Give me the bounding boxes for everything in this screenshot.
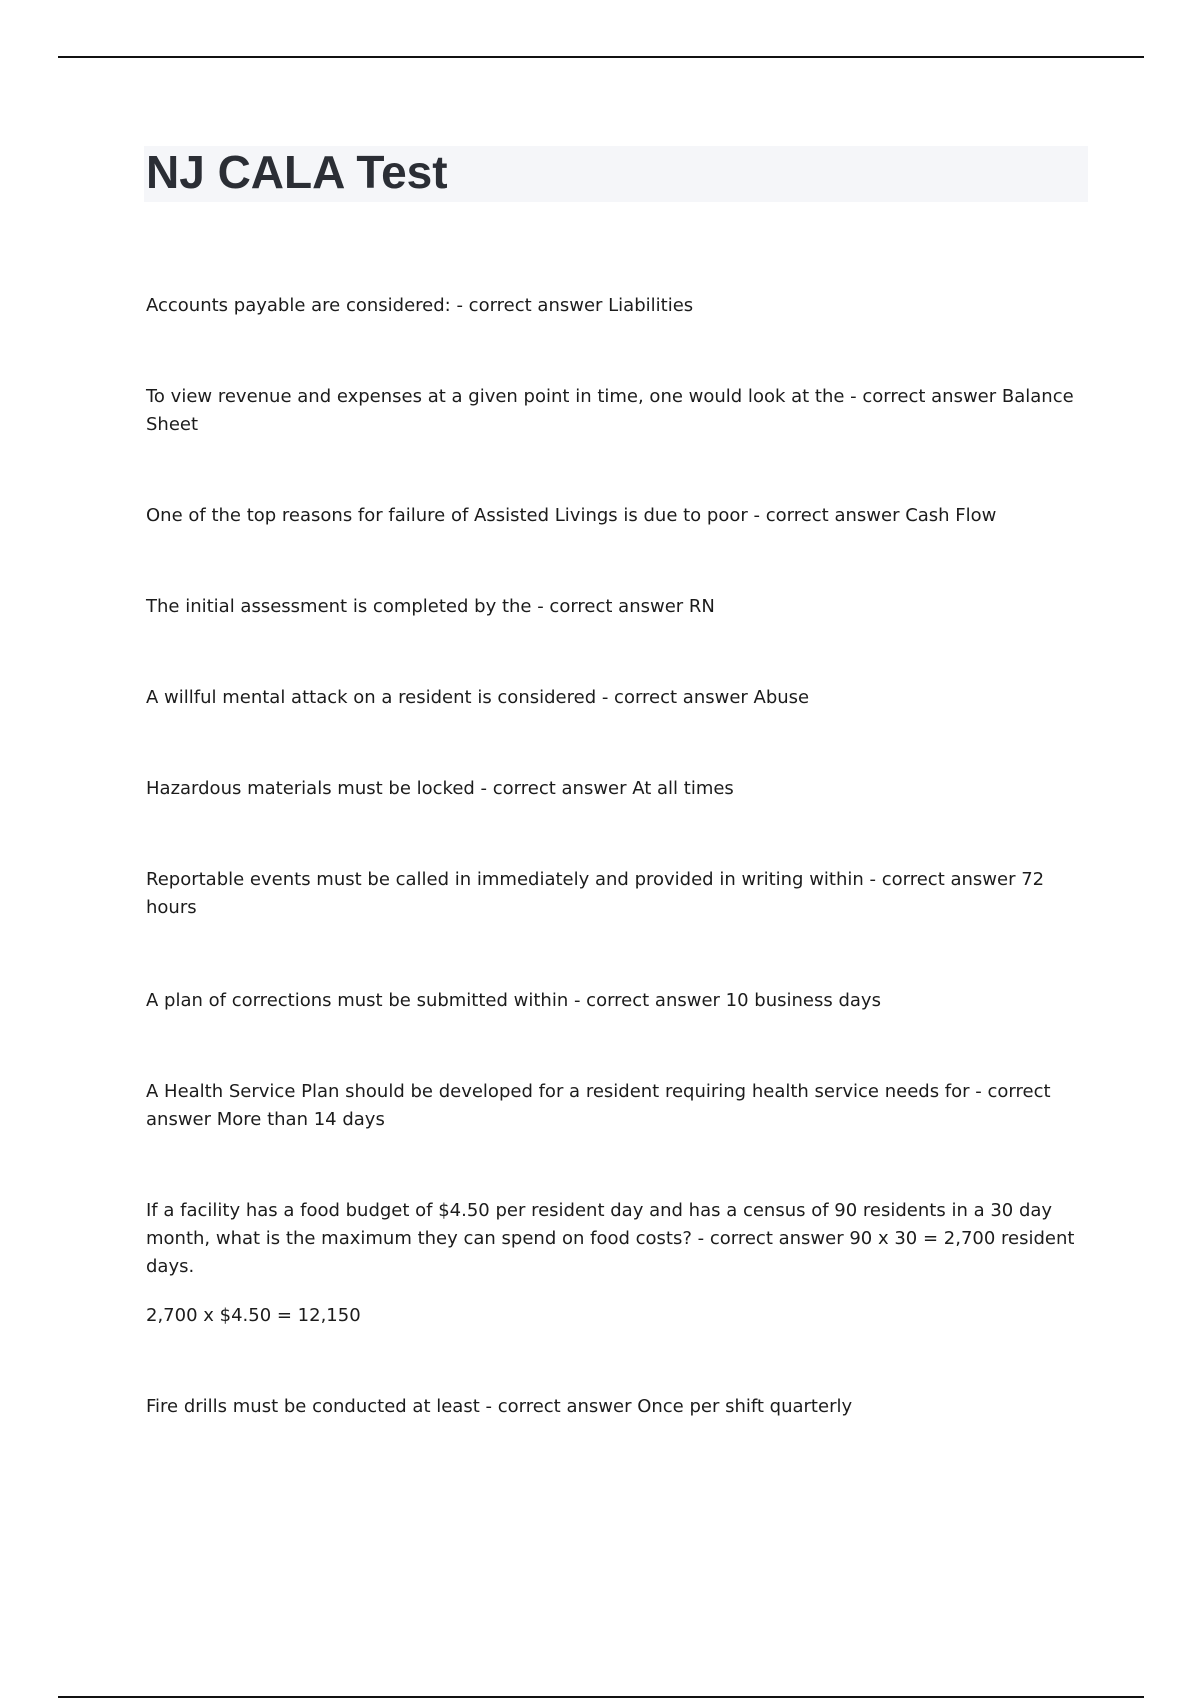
top-rule	[58, 56, 1144, 58]
qa-item-7: Reportable events must be called in immediately and provided in writing within - correct answer 72 hours	[146, 869, 1045, 918]
qa-item-10: If a facility has a food budget of $4.50 per resident day and has a census of 90 residents in a 30 day month, what is the maximum they can spend on food costs? - correct answer 90 x 30 = 2,700 resident days.	[146, 1200, 1075, 1277]
qa-item-4: The initial assessment is completed by the - correct answer RN	[146, 596, 715, 617]
bottom-rule	[58, 1696, 1144, 1698]
qa-item-6: Hazardous materials must be locked - correct answer At all times	[146, 778, 734, 799]
qa-item-9: A Health Service Plan should be developed for a resident requiring health service needs for - correct answer More than 14 days	[146, 1081, 1051, 1130]
qa-item-3: One of the top reasons for failure of Assisted Livings is due to poor - correct answer Cash Flow	[146, 505, 997, 526]
document-title: NJ CALA Test	[146, 146, 448, 198]
qa-item-1: Accounts payable are considered: - correct answer Liabilities	[146, 295, 694, 316]
qa-item-5: A willful mental attack on a resident is considered - correct answer Abuse	[146, 687, 810, 708]
qa-item-2: To view revenue and expenses at a given point in time, one would look at the - correct answer Balance Sheet	[146, 386, 1074, 435]
qa-item-10-calculation: 2,700 x $4.50 = 12,150	[146, 1305, 361, 1326]
qa-item-8: A plan of corrections must be submitted within - correct answer 10 business days	[146, 990, 881, 1011]
qa-item-11: Fire drills must be conducted at least - correct answer Once per shift quarterly	[146, 1396, 853, 1417]
